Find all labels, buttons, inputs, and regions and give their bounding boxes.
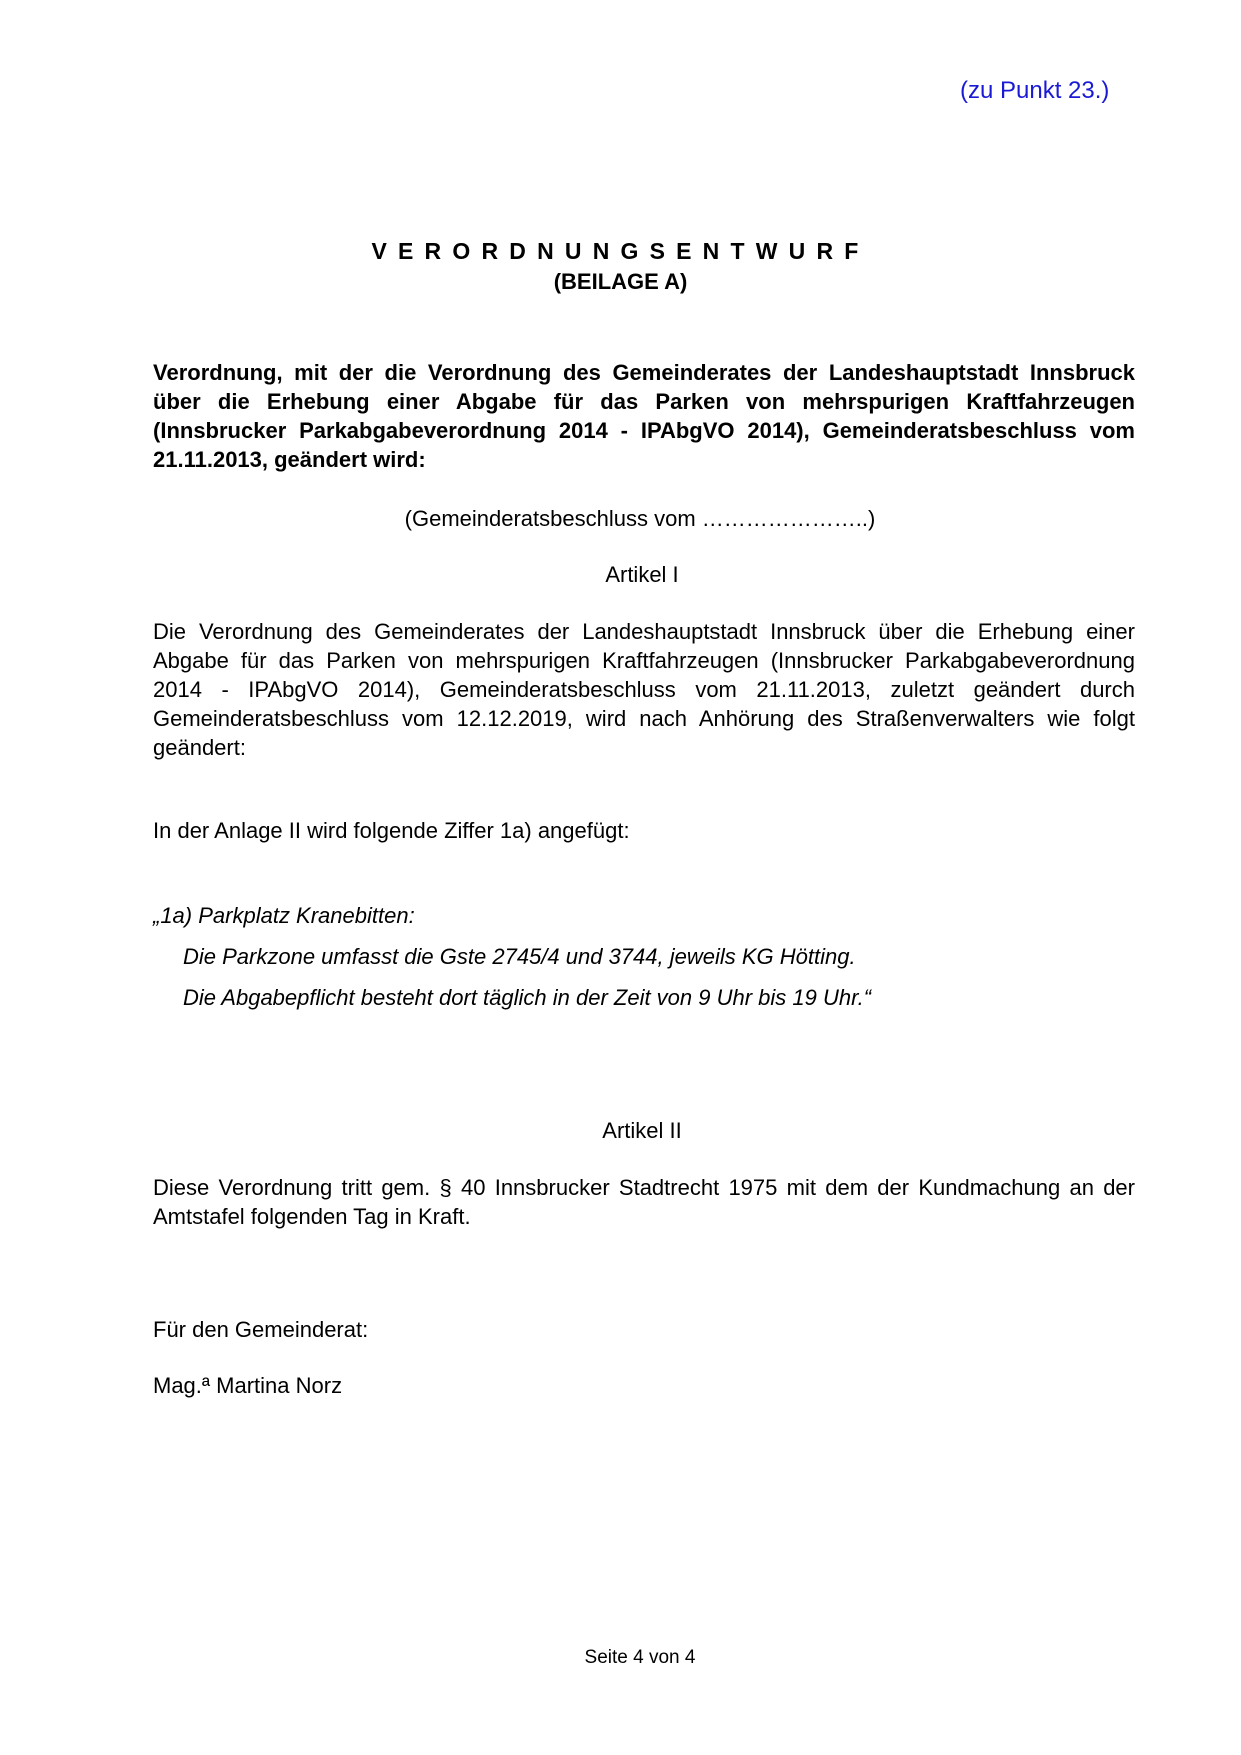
article-2-paragraph: Diese Verordnung tritt gem. § 40 Innsbrucker Stadtrecht 1975 mit dem der Kundmachung an der Amtstafel folgenden Tag in Kraft.: [153, 1175, 1135, 1229]
document-subtitle: (BEILAGE A): [553, 269, 688, 294]
signature-name: Mag.ª Martina Norz: [153, 1373, 343, 1398]
quote-line-2: Die Abgabepflicht besteht dort täglich in der Zeit von 9 Uhr bis 19 Uhr.“: [183, 985, 872, 1010]
document-title: VERORDNUNGSENTWURF: [371, 238, 870, 264]
amendment-intro: In der Anlage II wird folgende Ziffer 1a) angefügt:: [153, 818, 630, 843]
page-reference: (zu Punkt 23.): [960, 77, 1110, 104]
quote-line-1: Die Parkzone umfasst die Gste 2745/4 und 3744, jeweils KG Hötting.: [183, 944, 856, 969]
quote-heading: „1a) Parkplatz Kranebitten:: [153, 903, 415, 928]
article-1-heading: Artikel I: [605, 562, 679, 587]
article-1-paragraph: Die Verordnung des Gemeinderates der Landeshauptstadt Innsbruck über die Erhebung einer Abgabe für das Parken von mehrspurigen Kraftfahrzeugen (Innsbrucker Parkabgabeverordnung 2014 - IPAbgVO 2014), Gemeinderatsbeschluss vom 21.11.2013, zuletzt geändert durch Gemeinderatsbeschluss vom 12.12.2019, wird nach Anhörung des Straßenverwalters wie folgt geändert:: [153, 619, 1135, 760]
ordinance-intro: Verordnung, mit der die Verordnung des Gemeinderates der Landeshauptstadt Innsbruck über die Erhebung einer Abgabe für das Parken von mehrspurigen Kraftfahrzeugen (Innsbrucker Parkabgabeverordnung 2014 - IPAbgVO 2014), Gemeinderatsbeschluss vom 21.11.2013, geändert wird:: [153, 360, 1135, 472]
page-footer: Seite 4 von 4: [584, 1647, 696, 1668]
article-2-heading: Artikel II: [602, 1118, 682, 1143]
signature-for-label: Für den Gemeinderat:: [153, 1317, 369, 1342]
resolution-date-line: (Gemeinderatsbeschluss vom …………………..): [404, 506, 876, 531]
